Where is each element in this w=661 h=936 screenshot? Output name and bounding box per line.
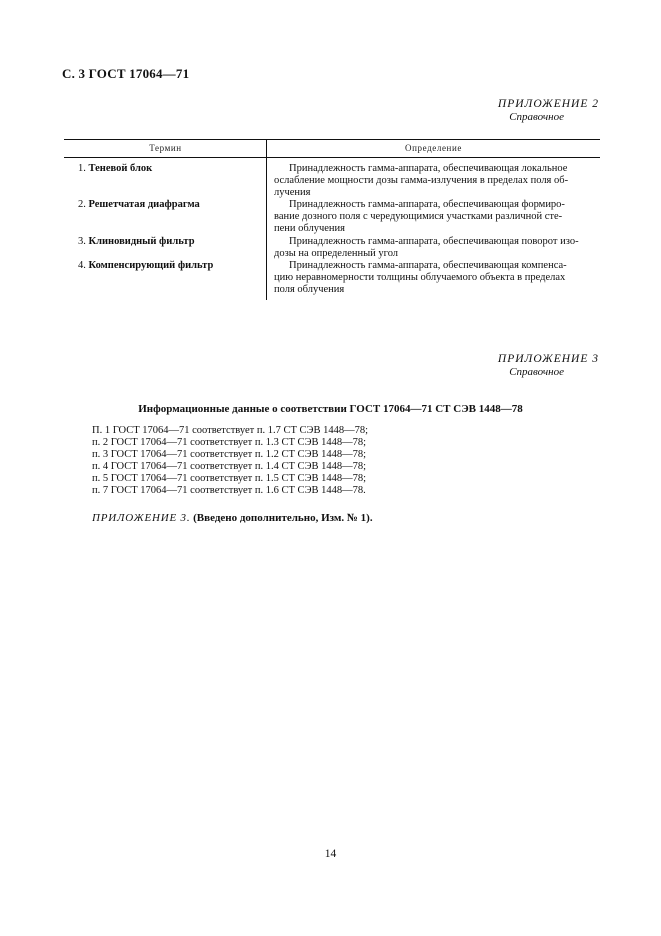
definition-line: Принадлежность гамма-аппарата, обеспечивающая формиро-	[289, 199, 565, 210]
appendix-2-label: ПРИЛОЖЕНИЕ 2	[497, 98, 599, 110]
definition-line: поля облучения	[274, 284, 345, 295]
appendix-3-label: ПРИЛОЖЕНИЕ 3	[497, 353, 599, 365]
term-name: Решетчатая диафрагма	[88, 199, 200, 210]
list-item: П. 1 ГОСТ 17064—71 соответствует п. 1.7 СТ СЭВ 1448—78;	[92, 425, 369, 436]
table-row-definition	[274, 260, 600, 296]
table-row-definition	[274, 163, 600, 199]
term-name: Теневой блок	[88, 163, 153, 174]
definition-line: вание дозного поля с чередующимися участками различной сте-	[274, 211, 563, 222]
definition-line: дозы на определенный угол	[274, 248, 399, 259]
definition-line: Принадлежность гамма-аппарата, обеспечивающая компенса-	[289, 260, 567, 271]
terms-table	[64, 139, 600, 158]
term-number: 2.	[78, 199, 86, 210]
table-column-divider	[266, 139, 267, 300]
note-italic: ПРИЛОЖЕНИЕ 3.	[92, 512, 191, 524]
definition-line: лучения	[274, 187, 311, 198]
term-number: 4.	[78, 260, 86, 271]
table-header	[64, 139, 600, 158]
table-row-term	[78, 199, 200, 210]
table-row-term	[78, 236, 195, 247]
amendment-note	[92, 512, 373, 524]
page-number: 14	[324, 848, 337, 860]
list-item: п. 3 ГОСТ 17064—71 соответствует п. 1.2 СТ СЭВ 1448—78;	[92, 449, 367, 460]
appendix-3-sub: Справочное	[509, 366, 564, 378]
definition-line: ослабление мощности дозы гамма-излучения в пределах поля об-	[274, 175, 569, 186]
page-title: С. 3 ГОСТ 17064—71	[62, 66, 190, 81]
list-item: п. 7 ГОСТ 17064—71 соответствует п. 1.6 СТ СЭВ 1448—78.	[92, 485, 366, 496]
correspondence-list	[92, 425, 368, 497]
term-number: 3.	[78, 236, 86, 247]
note-bold: (Введено дополнительно, Изм. № 1).	[193, 512, 373, 524]
table-row-term	[78, 260, 213, 271]
section-title: Информационные данные о соответствии ГОСТ 17064—71 СТ СЭВ 1448—78	[138, 403, 523, 415]
definition-line: Принадлежность гамма-аппарата, обеспечивающая локальное	[289, 163, 568, 174]
term-number: 1.	[78, 163, 86, 174]
column-header-term: Термин	[149, 143, 182, 153]
definition-line: цию неравномерности толщины облучаемого объекта в пределах	[274, 272, 566, 283]
appendix-2-sub: Справочное	[509, 111, 564, 123]
term-name: Компенсирующий фильтр	[88, 260, 214, 271]
table-row-definition	[274, 236, 600, 260]
list-item: п. 5 ГОСТ 17064—71 соответствует п. 1.5 СТ СЭВ 1448—78;	[92, 473, 367, 484]
term-name: Клиновидный фильтр	[88, 236, 195, 247]
list-item: п. 4 ГОСТ 17064—71 соответствует п. 1.4 СТ СЭВ 1448—78;	[92, 461, 367, 472]
list-item: п. 2 ГОСТ 17064—71 соответствует п. 1.3 СТ СЭВ 1448—78;	[92, 437, 367, 448]
column-header-definition: Определение	[405, 143, 462, 153]
table-row-definition	[274, 199, 600, 235]
definition-line: Принадлежность гамма-аппарата, обеспечивающая поворот изо-	[289, 236, 579, 247]
table-row-term	[78, 163, 152, 174]
definition-line: пени облучения	[274, 223, 345, 234]
